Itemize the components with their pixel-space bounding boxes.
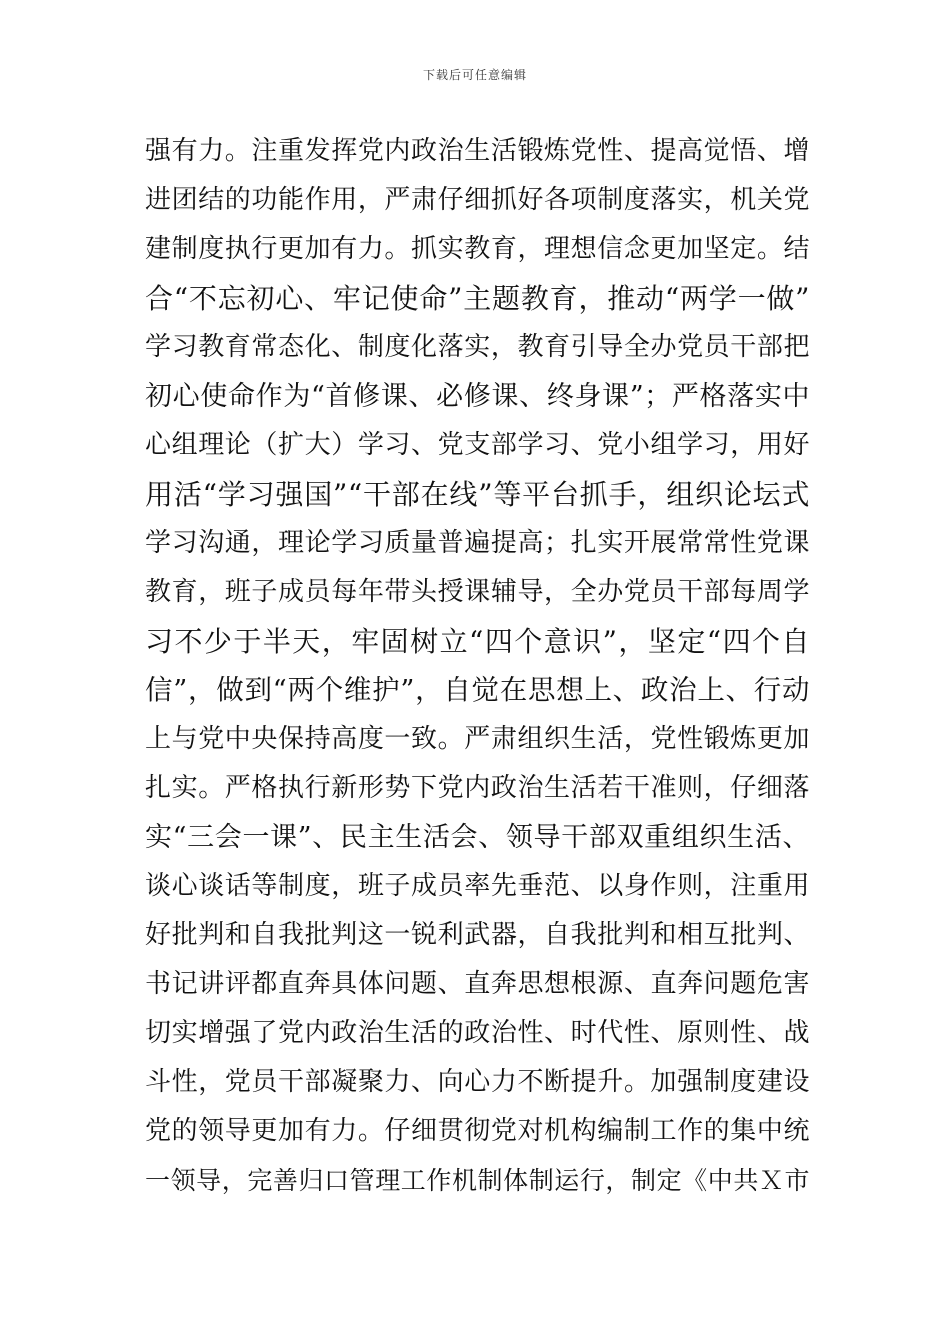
text-line: 强有力。注重发挥党内政治生活锻炼党性、提高觉悟、增 bbox=[145, 136, 810, 166]
text-line: 合“不忘初心、牢记使命”主题教育，推动“两学一做” bbox=[145, 282, 810, 315]
text-line: 初心使命作为“首修课、必修课、终身课”；严格落实中 bbox=[145, 381, 810, 412]
text-line: 实“三会一课”、民主生活会、领导干部双重组织生活、 bbox=[145, 822, 810, 853]
text-line: 进团结的功能作用，严肃仔细抓好各项制度落实，机关党 bbox=[145, 185, 810, 215]
text-line: 扎实。严格执行新形势下党内政治生活若干准则，仔细落 bbox=[145, 773, 810, 803]
text-line: 书记讲评都直奔具体问题、直奔思想根源、直奔问题危害 bbox=[145, 969, 810, 999]
text-line: 斗性，党员干部凝聚力、向心力不断提升。加强制度建设 bbox=[145, 1067, 810, 1097]
text-line: 心组理论（扩大）学习、党支部学习、党小组学习，用好 bbox=[145, 430, 810, 460]
text-line: 一领导，完善归口管理工作机制体制运行，制定《中共Ｘ市 bbox=[145, 1166, 810, 1195]
text-line: 教育，班子成员每年带头授课辅导，全办党员干部每周学 bbox=[145, 577, 810, 607]
header-note: 下载后可任意编辑 bbox=[422, 68, 527, 82]
text-line: 建制度执行更加有力。抓实教育，理想信念更加坚定。结 bbox=[145, 234, 810, 264]
text-line: 学习沟通，理论学习质量普遍提高；扎实开展常常性党课 bbox=[145, 528, 810, 558]
text-line: 好批判和自我批判这一锐利武器，自我批判和相互批判、 bbox=[145, 920, 810, 950]
text-line: 学习教育常态化、制度化落实，教育引导全办党员干部把 bbox=[145, 332, 810, 362]
text-line: 信”，做到“两个维护”，自觉在思想上、政治上、行动 bbox=[145, 674, 810, 706]
text-line: 习不少于半天，牢固树立“四个意识”，坚定“四个自 bbox=[145, 625, 810, 658]
text-line: 用活“学习强国”“干部在线”等平台抓手，组织论坛式 bbox=[145, 478, 810, 511]
text-line: 党的领导更加有力。仔细贯彻党对机构编制工作的集中统 bbox=[145, 1116, 810, 1146]
text-line: 上与党中央保持高度一致。严肃组织生活，党性锻炼更加 bbox=[145, 724, 810, 754]
text-line: 谈心谈话等制度，班子成员率先垂范、以身作则，注重用 bbox=[145, 871, 810, 901]
body-paragraph bbox=[145, 127, 810, 1205]
text-line: 切实增强了党内政治生活的政治性、时代性、原则性、战 bbox=[145, 1018, 810, 1048]
